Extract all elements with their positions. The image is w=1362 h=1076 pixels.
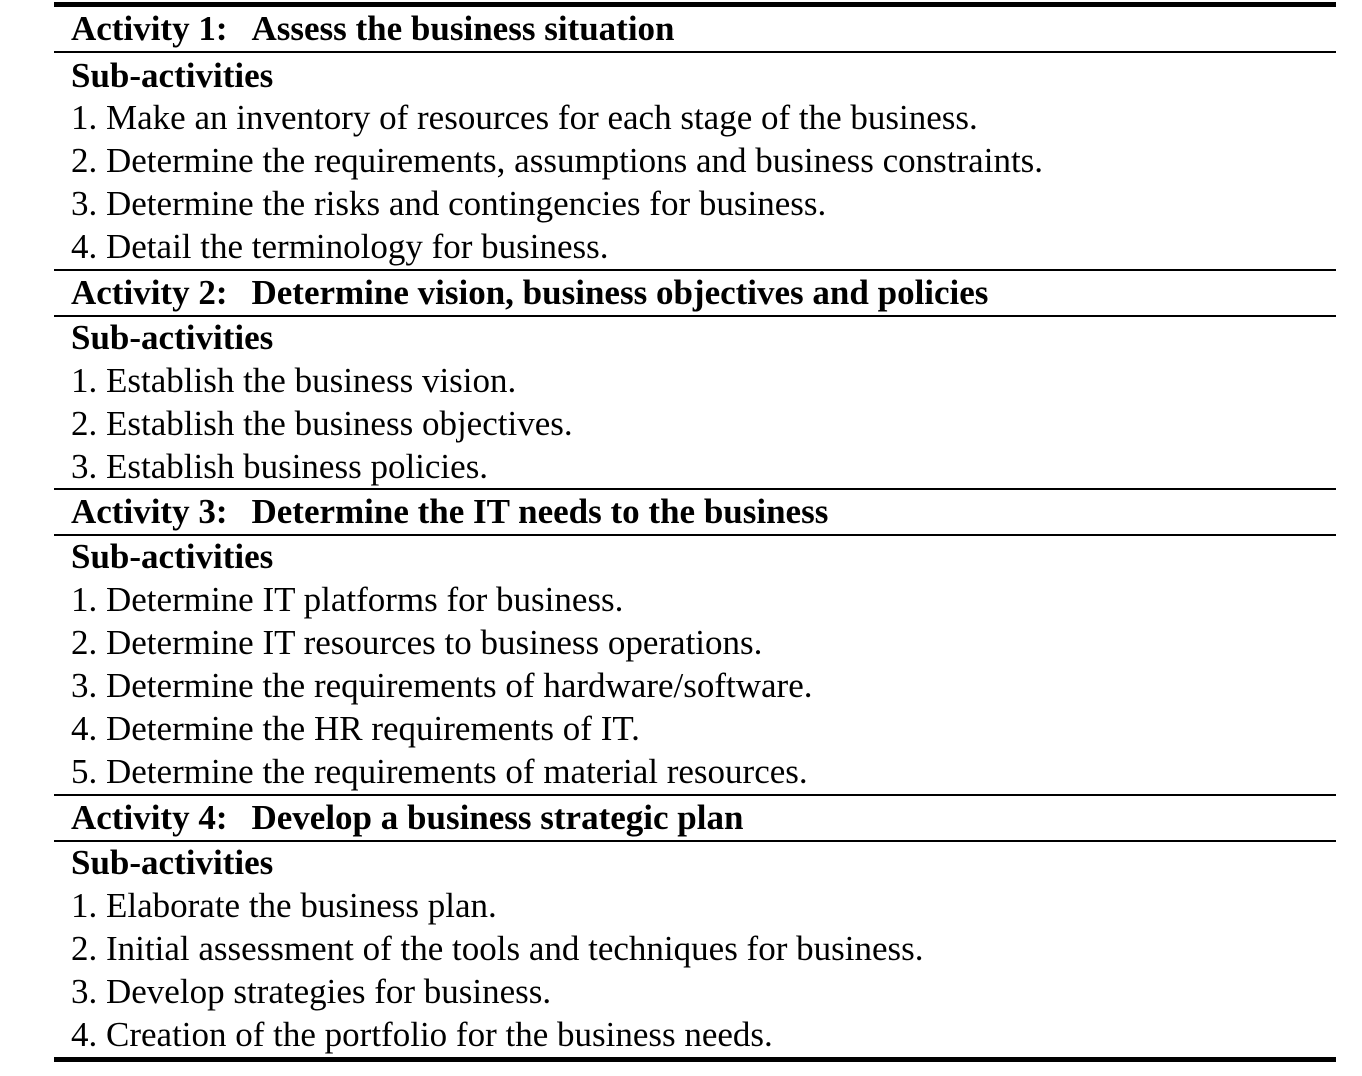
activity-3-header-rule bbox=[54, 534, 1336, 536]
activity-2-top-rule bbox=[54, 269, 1336, 271]
activity-4-header-rule bbox=[54, 840, 1336, 842]
list-item: 1. Establish the business vision. bbox=[71, 361, 517, 400]
list-item: 1. Elaborate the business plan. bbox=[71, 886, 497, 925]
activity-2-header bbox=[71, 273, 988, 313]
activity-4-label: Activity 4: bbox=[71, 798, 228, 837]
list-item: 5. Determine the requirements of material resources. bbox=[71, 752, 808, 791]
activity-3-title: Determine the IT needs to the business bbox=[251, 492, 829, 531]
activity-3-top-rule bbox=[54, 488, 1336, 490]
activity-1-title: Assess the business situation bbox=[251, 9, 675, 48]
list-item: 2. Establish the business objectives. bbox=[71, 404, 573, 443]
list-item: 3. Develop strategies for business. bbox=[71, 972, 552, 1011]
list-item: 2. Initial assessment of the tools and techniques for business. bbox=[71, 929, 924, 968]
activity-3-header bbox=[71, 492, 828, 532]
activity-4-top-rule bbox=[54, 794, 1336, 796]
list-item: 1. Make an inventory of resources for each stage of the business. bbox=[71, 98, 978, 137]
list-item: 3. Determine the risks and contingencies for business. bbox=[71, 184, 827, 223]
activity-1-header bbox=[71, 9, 675, 49]
activity-4-header bbox=[71, 798, 743, 838]
activity-3-label: Activity 3: bbox=[71, 492, 228, 531]
activity-3-sub-heading: Sub-activities bbox=[71, 537, 274, 576]
list-item: 3. Determine the requirements of hardware/software. bbox=[71, 666, 813, 705]
activity-1-header-rule bbox=[54, 51, 1336, 53]
list-item: 4. Creation of the portfolio for the business needs. bbox=[71, 1015, 773, 1054]
activity-2-label: Activity 2: bbox=[71, 273, 228, 312]
activity-2-header-rule bbox=[54, 315, 1336, 317]
table-bottom-rule bbox=[54, 1057, 1336, 1062]
list-item: 2. Determine the requirements, assumptions and business constraints. bbox=[71, 141, 1044, 180]
table-top-rule bbox=[54, 2, 1336, 7]
activity-1-sub-heading: Sub-activities bbox=[71, 56, 274, 95]
list-item: 3. Establish business policies. bbox=[71, 447, 489, 486]
list-item: 4. Detail the terminology for business. bbox=[71, 227, 609, 266]
activity-2-title: Determine vision, business objectives and policies bbox=[251, 273, 989, 312]
activity-4-title: Develop a business strategic plan bbox=[251, 798, 744, 837]
list-item: 4. Determine the HR requirements of IT. bbox=[71, 709, 640, 748]
activity-2-sub-heading: Sub-activities bbox=[71, 318, 274, 357]
activity-4-sub-heading: Sub-activities bbox=[71, 843, 274, 882]
activity-1-label: Activity 1: bbox=[71, 9, 228, 48]
list-item: 2. Determine IT resources to business operations. bbox=[71, 623, 763, 662]
list-item: 1. Determine IT platforms for business. bbox=[71, 580, 624, 619]
